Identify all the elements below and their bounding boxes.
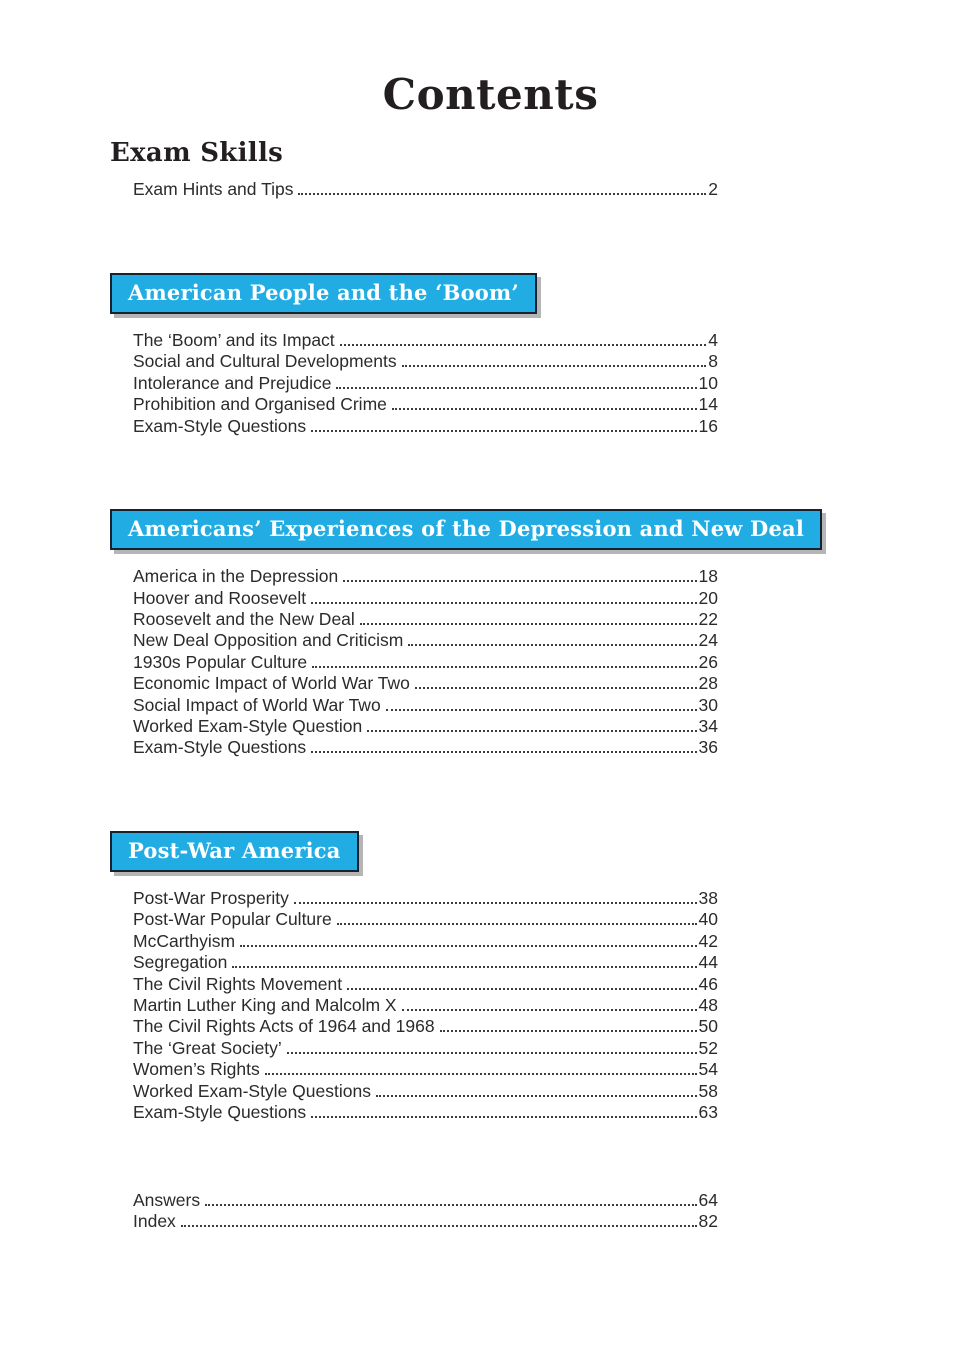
toc-entry-label: Answers <box>133 1189 201 1210</box>
toc-entry <box>133 716 718 737</box>
dot-leader <box>440 1030 697 1032</box>
toc-entry-page: 42 <box>698 930 718 951</box>
toc-entry-label: The ‘Boom’ and its Impact <box>133 329 335 350</box>
dot-leader <box>311 602 696 604</box>
page-title: Contents <box>382 70 599 119</box>
toc-entry-label: Social and Cultural Developments <box>133 351 397 372</box>
toc-entry-label: Social Impact of World War Two <box>133 694 381 715</box>
dot-leader <box>232 966 696 968</box>
dot-leader <box>205 1204 696 1206</box>
toc-entry <box>133 179 718 200</box>
toc-entry-label: Exam-Style Questions <box>133 737 307 758</box>
toc-entry-page: 52 <box>698 1037 718 1058</box>
toc-entry <box>133 1211 718 1232</box>
toc-entry-page: 50 <box>698 1016 718 1037</box>
toc-entry-page: 48 <box>698 995 718 1016</box>
dot-leader <box>392 408 697 410</box>
toc-entry-page: 64 <box>698 1189 718 1210</box>
toc-entry-page: 82 <box>698 1210 718 1231</box>
toc-entry-label: Roosevelt and the New Deal <box>133 609 355 629</box>
dot-leader <box>360 623 697 625</box>
toc-entry <box>133 1081 718 1102</box>
dot-leader <box>415 687 697 689</box>
dot-leader <box>402 365 707 367</box>
toc-section <box>110 273 961 437</box>
toc-entry <box>133 909 718 930</box>
toc-entry <box>133 416 718 437</box>
toc-entry-label: Women’s Rights <box>133 1059 260 1080</box>
toc-entry-label: Segregation <box>133 952 228 973</box>
toc-entry <box>133 1190 718 1211</box>
toc-entry <box>133 737 718 758</box>
toc-entry-page: 34 <box>698 716 718 737</box>
toc-entry <box>133 630 718 651</box>
toc-entry <box>133 995 718 1016</box>
dot-leader <box>367 730 696 732</box>
toc-entry <box>133 566 718 587</box>
section-entry-list <box>133 330 961 437</box>
dot-leader <box>386 709 697 711</box>
section-banner: Post-War America <box>110 831 359 872</box>
toc-entry-page: 16 <box>698 415 718 436</box>
toc-entry <box>133 588 718 609</box>
toc-entry-label: Index <box>133 1210 176 1231</box>
toc-entry <box>133 373 718 394</box>
dot-leader <box>287 1052 697 1054</box>
dot-leader <box>294 902 697 904</box>
exam-skills-list <box>133 179 961 200</box>
toc-entry-label: The ‘Great Society’ <box>133 1037 282 1058</box>
dot-leader <box>347 988 696 990</box>
dot-leader <box>340 344 707 346</box>
toc-entry-page: 40 <box>698 909 718 930</box>
toc-entry-page: 63 <box>698 1102 718 1123</box>
toc-entry-page: 22 <box>698 609 718 629</box>
toc-entry <box>133 888 718 909</box>
toc-entry <box>133 974 718 995</box>
toc-entry-page: 8 <box>708 351 718 372</box>
toc-entry <box>133 394 718 415</box>
toc-entry-label: America in the Depression <box>133 566 339 587</box>
toc-entry-label: Exam-Style Questions <box>133 415 307 436</box>
dot-leader <box>240 945 696 947</box>
dot-leader <box>408 644 696 646</box>
dot-leader <box>312 666 696 668</box>
toc-entry <box>133 330 718 351</box>
toc-sections <box>110 273 961 1124</box>
toc-entry-label: Post-War Popular Culture <box>133 909 332 930</box>
toc-entry-page: 26 <box>698 651 718 672</box>
toc-entry-label: Martin Luther King and Malcolm X <box>133 995 397 1016</box>
exam-skills-section <box>110 138 961 201</box>
toc-entry-page: 44 <box>698 952 718 973</box>
toc-entry-page: 36 <box>698 737 718 758</box>
dot-leader <box>402 1009 697 1011</box>
dot-leader <box>336 387 696 389</box>
toc-entry-label: Prohibition and Organised Crime <box>133 394 387 415</box>
toc-entry-page: 46 <box>698 973 718 994</box>
toc-entry-label: Economic Impact of World War Two <box>133 673 410 694</box>
toc-entry-label: The Civil Rights Movement <box>133 973 343 994</box>
dot-leader <box>311 430 696 432</box>
toc-entry-label: Hoover and Roosevelt <box>133 587 307 608</box>
dot-leader <box>265 1073 697 1075</box>
toc-entry <box>133 1102 718 1123</box>
toc-entry-label: Exam-Style Questions <box>133 1102 307 1123</box>
toc-entry <box>133 1016 718 1037</box>
toc-entry-page: 38 <box>698 888 718 909</box>
toc-section <box>110 831 961 1124</box>
toc-entry-label: Post-War Prosperity <box>133 888 289 909</box>
dot-leader <box>181 1225 697 1227</box>
toc-section <box>110 509 961 759</box>
section-banner: Americans’ Experiences of the Depression and New Deal <box>110 509 822 550</box>
dot-leader <box>343 580 696 582</box>
toc-entry <box>133 931 718 952</box>
toc-entry-label: Exam Hints and Tips <box>133 179 294 200</box>
toc-entry-page: 24 <box>698 630 718 651</box>
section-entry-list <box>133 566 961 759</box>
toc-entry-page: 14 <box>698 394 718 415</box>
dot-leader <box>376 1095 697 1097</box>
toc-entry <box>133 609 718 630</box>
toc-entry-label: McCarthyism <box>133 930 236 951</box>
exam-skills-heading: Exam Skills <box>110 138 284 169</box>
toc-entry-page: 10 <box>698 372 718 393</box>
toc-entry-page: 20 <box>698 587 718 608</box>
section-entry-list <box>133 888 961 1123</box>
toc-entry-page: 4 <box>708 329 718 350</box>
toc-entry <box>133 695 718 716</box>
dot-leader <box>298 193 706 195</box>
footer-list <box>133 1190 961 1233</box>
dot-leader <box>311 1116 696 1118</box>
toc-entry <box>133 673 718 694</box>
toc-entry <box>133 1059 718 1080</box>
toc-entry-label: Worked Exam-Style Questions <box>133 1080 371 1101</box>
toc-entry-page: 54 <box>698 1059 718 1080</box>
toc-entry-label: Intolerance and Prejudice <box>133 372 332 393</box>
toc-entry-label: New Deal Opposition and Criticism <box>133 630 404 651</box>
dot-leader <box>337 923 697 925</box>
toc-entry-page: 18 <box>698 566 718 587</box>
toc-entry-page: 28 <box>698 673 718 694</box>
dot-leader <box>311 751 696 753</box>
toc-entry <box>133 351 718 372</box>
toc-entry <box>133 1038 718 1059</box>
toc-entry-label: Worked Exam-Style Question <box>133 716 363 737</box>
section-banner: American People and the ‘Boom’ <box>110 273 537 314</box>
toc-entry-page: 2 <box>708 179 718 200</box>
toc-entry <box>133 652 718 673</box>
toc-entry <box>133 952 718 973</box>
toc-entry-page: 30 <box>698 694 718 715</box>
toc-entry-label: 1930s Popular Culture <box>133 651 308 672</box>
toc-entry-label: The Civil Rights Acts of 1964 and 1968 <box>133 1016 435 1037</box>
toc-entry-page: 58 <box>698 1080 718 1101</box>
